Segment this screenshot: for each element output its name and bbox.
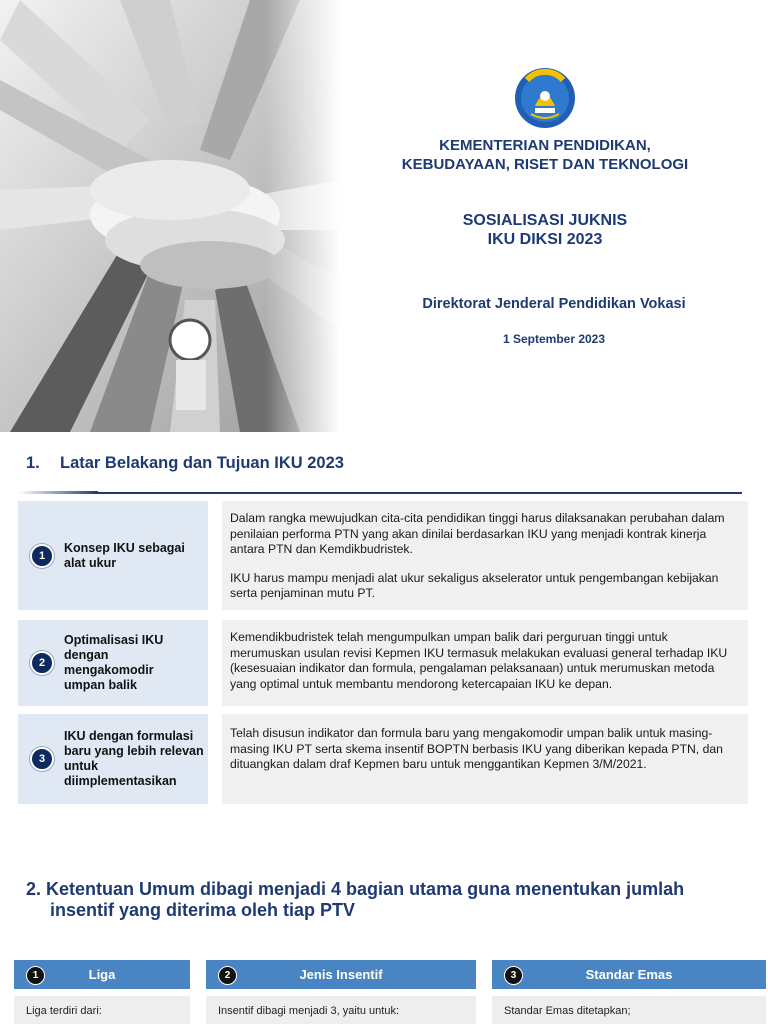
column-header-liga: [14, 960, 190, 989]
ministry-line-2: KEBUDAYAAN, RISET DAN TEKNOLOGI: [401, 156, 689, 173]
directorate-name: Direktorat Jenderal Pendidikan Vokasi: [422, 296, 686, 312]
event-date: 1 September 2023: [502, 332, 606, 346]
row-label-2: [18, 620, 208, 706]
column-number-badge: 2: [218, 966, 237, 985]
row-paragraph: Kemendikbudristek telah mengumpulkan umpan balik dari perguruan tinggi untuk merumuskan usulan revisi Kepmen IKU termasuk melakukan evaluasi general terhadap IKU (kesesuaian indikator dan formula, pengalaman pelaksanaan) untuk merumuskan metoda yang optimal untuk membantu mendorong ketercapaian IKU ke depan.: [230, 630, 728, 691]
row-number-badge: 2: [30, 651, 54, 675]
column-title: Liga: [88, 967, 116, 982]
column-body-standar-emas: Standar Emas ditetapkan;: [492, 996, 766, 1024]
row-label-text: Konsep IKU sebagai alat ukur: [64, 540, 185, 570]
ministry-line-1: KEMENTERIAN PENDIDIKAN,: [439, 137, 651, 154]
event-title: [360, 211, 730, 249]
section-2-title-line-1: 2. Ketentuan Umum dibagi menjadi 4 bagian utama guna menentukan jumlah: [26, 879, 685, 899]
row-number-badge: 3: [30, 747, 54, 771]
event-line-1: SOSIALISASI JUKNIS: [462, 212, 628, 229]
column-header-standar-emas: [492, 960, 766, 989]
row-label-text: IKU dengan formulasi baru yang lebih relevan untuk diimplementasikan: [64, 729, 204, 788]
row-number-badge: 1: [30, 544, 54, 568]
teamwork-hands-photo: [0, 0, 340, 432]
tut-wuri-handayani-logo: [513, 66, 577, 130]
cover-hero: [0, 0, 768, 432]
column-header-jenis-insentif: [206, 960, 476, 989]
column-number-badge: 3: [504, 966, 523, 985]
row-paragraph: Telah disusun indikator dan formula baru yang mengakomodir umpan balik untuk masing-masing IKU PT serta skema insentif BOPTN berbasis IKU yang diberikan kepada PTN, dan dituangkan dalam draf Kepmen baru untuk menggantikan Kepmen 3/M/2021.: [230, 726, 723, 771]
row-description-2: [222, 620, 748, 706]
row-description-1: [222, 501, 748, 610]
section-2-title-line-2: insentif yang diterima oleh tiap PTV: [50, 900, 356, 920]
row-label-1: [18, 501, 208, 610]
section-1-heading: [26, 454, 344, 473]
column-title: Jenis Insentif: [299, 967, 383, 982]
row-label-3: [18, 714, 208, 804]
ministry-name: [360, 136, 730, 174]
section-1-title: Latar Belakang dan Tujuan IKU 2023: [60, 454, 344, 472]
row-paragraph: Dalam rangka mewujudkan cita-cita pendidikan tinggi harus dilaksanakan perubahan dalam penilaian performa PTN yang akan dinilai berdasarkan IKU yang menjadi kontrak kinerja antara PTN dan Kemdikbudristek.: [230, 511, 725, 556]
section-divider: [18, 492, 742, 494]
column-number-badge: 1: [26, 966, 45, 985]
section-2-heading: [26, 879, 746, 921]
row-label-text: Optimalisasi IKU dengan mengakomodir umpan balik: [64, 633, 164, 692]
section-1-number: 1.: [26, 454, 40, 472]
event-line-2: IKU DIKSI 2023: [487, 231, 603, 248]
row-paragraph: IKU harus mampu menjadi alat ukur sekaligus akselerator untuk pengembangan kebijakan serta penjaminan mutu PT.: [230, 570, 719, 600]
column-title: Standar Emas: [585, 967, 673, 982]
column-body-liga: Liga terdiri dari:: [14, 996, 190, 1024]
column-body-jenis-insentif: Insentif dibagi menjadi 3, yaitu untuk:: [206, 996, 476, 1024]
row-description-3: [222, 714, 748, 804]
